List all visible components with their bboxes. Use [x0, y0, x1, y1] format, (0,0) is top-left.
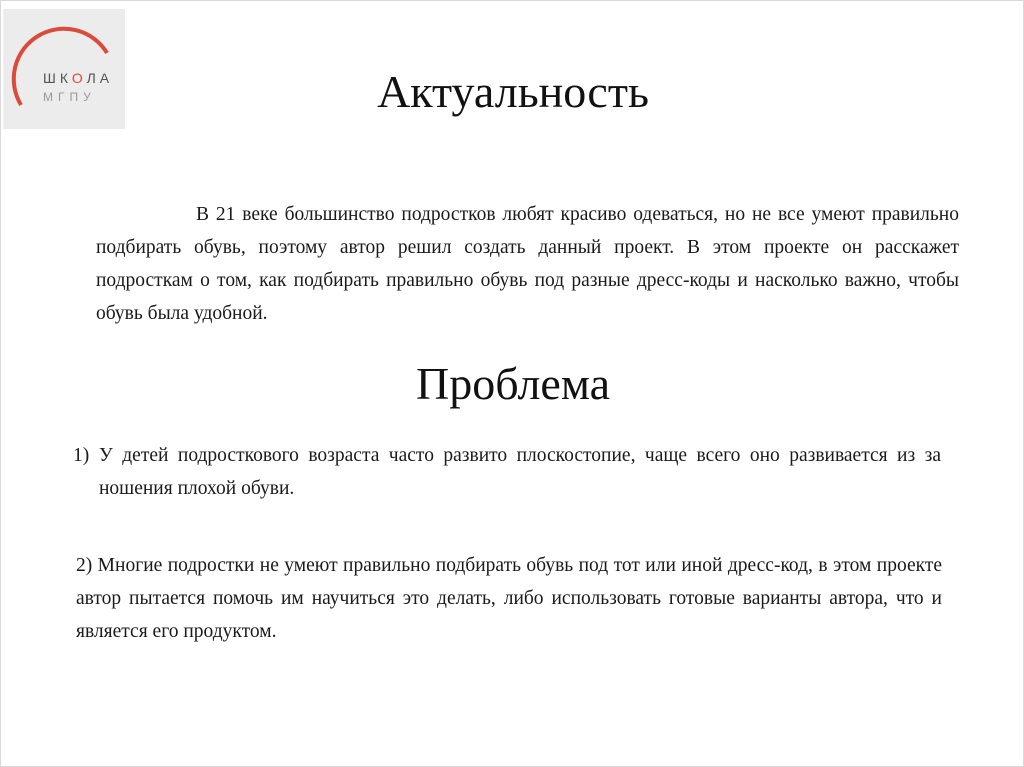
- problem-item-1-text: У детей подросткового возраста часто развито плоскостопие, чаще всего оно развивается из за ношения плохой обуви.: [99, 445, 941, 499]
- problem-item-1-number: 1): [73, 445, 90, 466]
- problem-item-1: [73, 439, 941, 505]
- relevance-text: В 21 веке большинство подростков любят красиво одеваться, но не все умеют правильно подбирать обувь, поэтому автор решил создать данный проект. В этом проекте он расскажет подросткам о том, как подбирать правильно обувь под разные дресс-коды и насколько важно, чтобы обувь была удобной.: [96, 204, 959, 324]
- logo-title: ШКОЛА: [43, 70, 114, 86]
- problem-title: Проблема: [415, 358, 611, 409]
- problem-item-2: 2) Многие подростки не умеют правильно подбирать обувь под тот или иной дресс-код, в этом проекте автор пытается помочь им научиться это делать, либо использовать готовые варианты автора, что и является его продуктом.: [76, 555, 942, 642]
- relevance-title: Актуальность: [377, 66, 649, 117]
- logo-subtitle: МГПУ: [43, 90, 96, 104]
